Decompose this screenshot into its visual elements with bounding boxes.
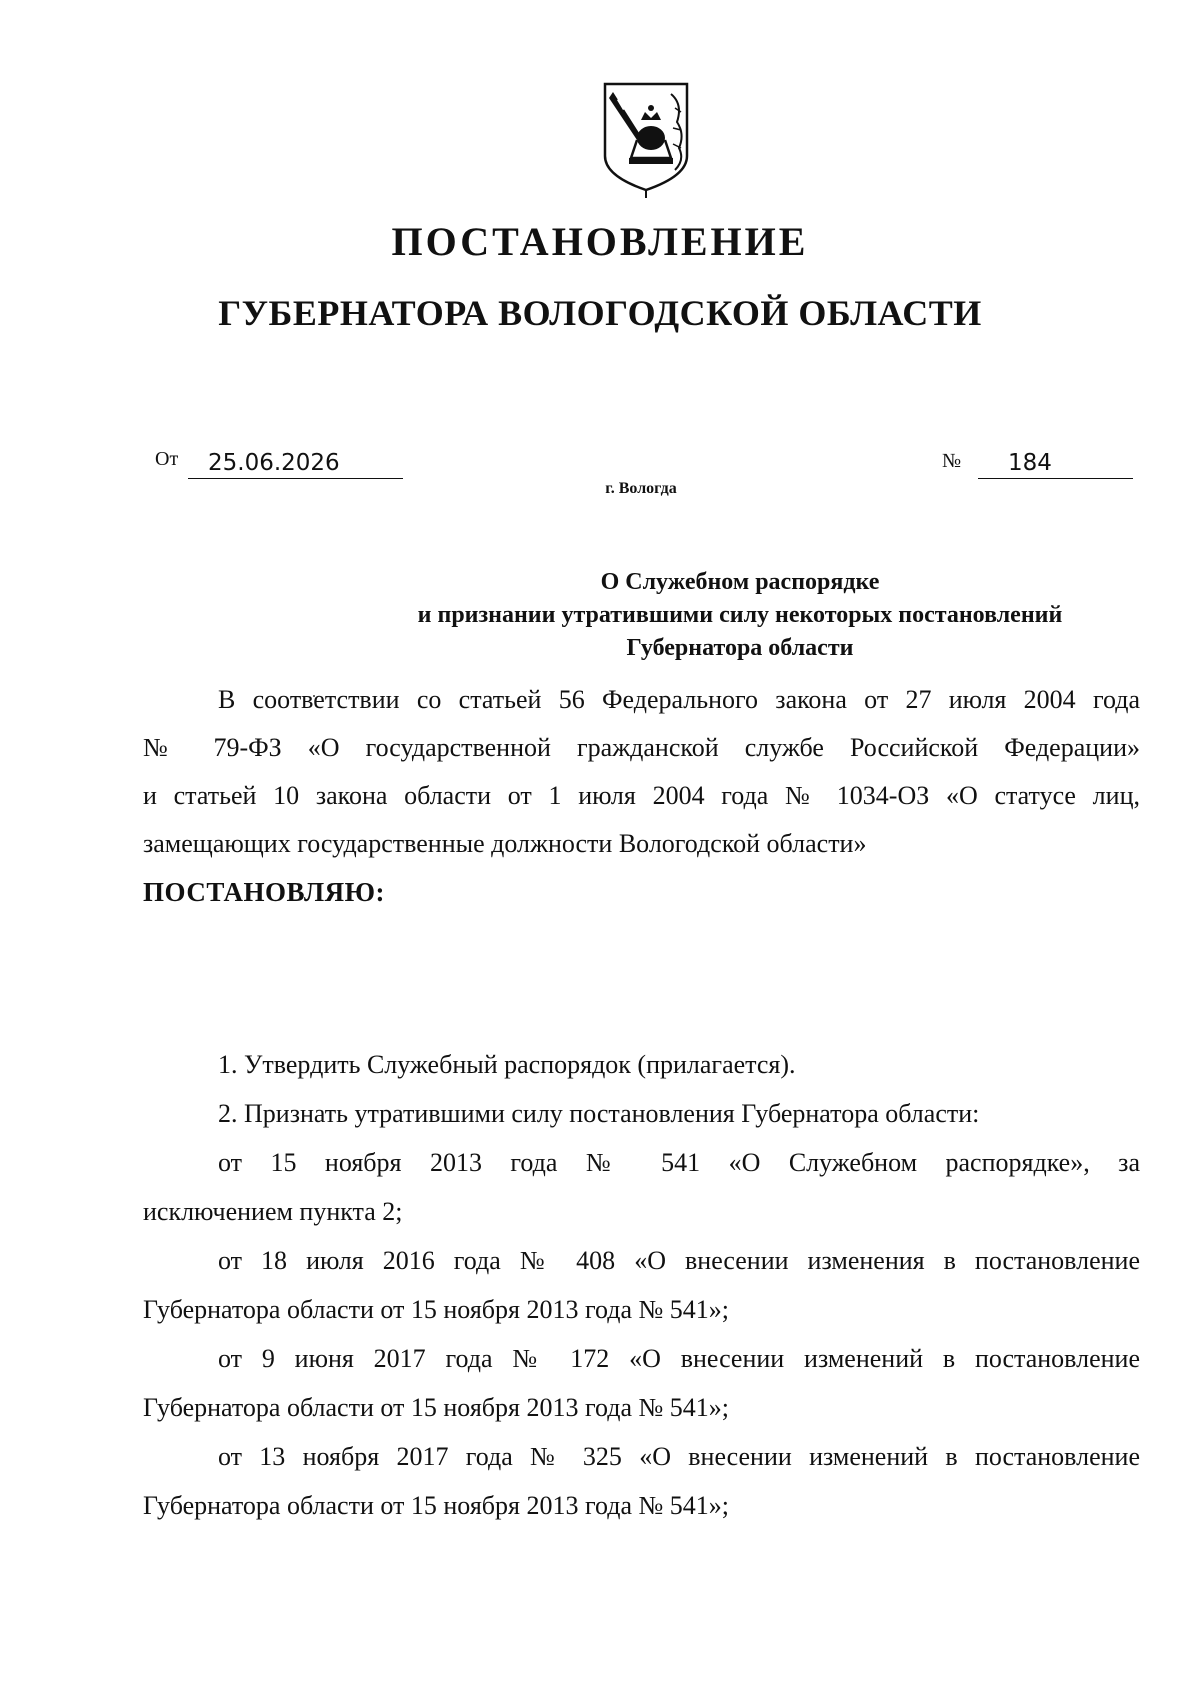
decree-items (143, 1040, 1140, 1530)
decree-word: ПОСТАНОВЛЯЮ: (143, 877, 385, 907)
city-label: г. Вологда (605, 480, 677, 497)
sub-item-4-line-2: Губернатора области от 15 ноября 2013 года № 541»; (143, 1491, 730, 1520)
number-label: № (942, 450, 962, 472)
heading-line-3: Губернатора области (626, 635, 854, 661)
sub-item-2-line-2: Губернатора области от 15 ноября 2013 года № 541»; (143, 1295, 730, 1324)
sub-item-1-line-2: исключением пункта 2; (143, 1197, 403, 1226)
sub-item-4-line-1: от 13 ноября 2017 года № 325 «О внесении изменений в постановление (218, 1442, 1140, 1471)
document-heading (0, 566, 1200, 665)
heading-line-1: О Служебном распорядке (600, 569, 880, 595)
sub-item-3-line-2: Губернатора области от 15 ноября 2013 года № 541»; (143, 1393, 730, 1422)
preamble-line-3: и статьей 10 закона области от 1 июля 2004 года № 1034-ОЗ «О статусе лиц, (143, 781, 1140, 810)
preamble-line-4: замещающих государственные должности Вологодской области» (143, 829, 867, 858)
vologda-coat-of-arms-icon (601, 78, 691, 200)
preamble (143, 676, 1140, 916)
item-1: 1. Утвердить Служебный распорядок (прилагается). (218, 1050, 796, 1079)
document-title: ПОСТАНОВЛЕНИЕ (391, 219, 809, 264)
number-field (978, 446, 1133, 479)
sub-item-2-line-1: от 18 июля 2016 года № 408 «О внесении изменения в постановление (218, 1246, 1140, 1275)
number-value: 184 (1008, 450, 1052, 476)
preamble-line-2: № 79-ФЗ «О государственной гражданской службе Российской Федерации» (143, 733, 1140, 762)
preamble-line-1: В соответствии со статьей 56 Федерального закона от 27 июля 2004 года (218, 685, 1140, 714)
heading-line-2: и признании утратившими силу некоторых постановлений (417, 602, 1063, 628)
sub-item-1-line-1: от 15 ноября 2013 года № 541 «О Служебном распорядке», за (218, 1148, 1140, 1177)
sub-item-3-line-1: от 9 июня 2017 года № 172 «О внесении изменений в постановление (218, 1344, 1140, 1373)
item-2: 2. Признать утратившими силу постановления Губернатора области: (218, 1099, 980, 1128)
date-label: От (155, 448, 179, 470)
date-field (188, 446, 403, 479)
document-subtitle: ГУБЕРНАТОРА ВОЛОГОДСКОЙ ОБЛАСТИ (218, 293, 982, 333)
date-value: 25.06.2026 (208, 450, 340, 476)
